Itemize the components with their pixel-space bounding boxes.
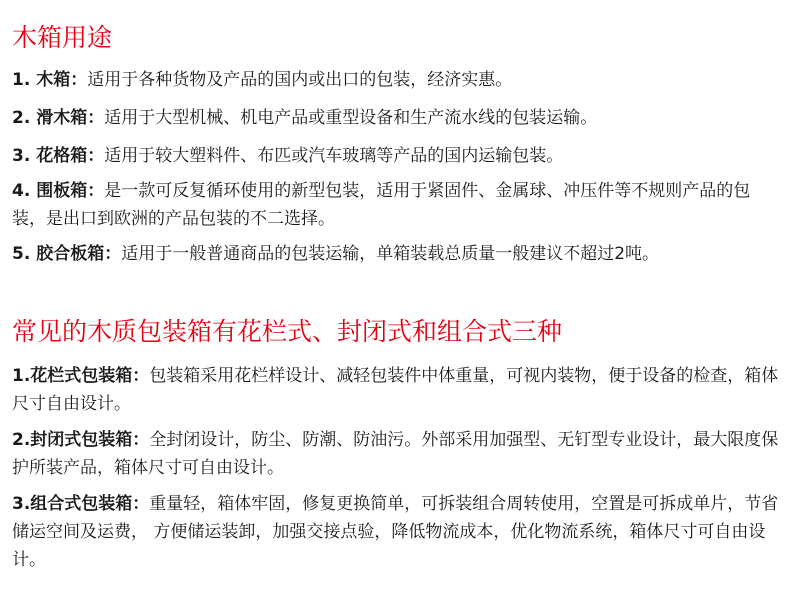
list-item-combination-box	[12, 490, 782, 574]
item-term: 5. 胶合板箱：	[12, 244, 122, 264]
section-heading-box-types: 常见的木质包装箱有花栏式、封闭式和组合式三种	[12, 317, 563, 346]
list-item-wooden-box	[12, 66, 782, 94]
item-description: 适用于各种货物及产品的国内或出口的包装，经济实惠。	[87, 70, 513, 90]
list-item-lattice-box	[12, 362, 782, 418]
item-description: 包装箱采用花栏样设计、减轻包装件中体重量，可视内装物，便于设备的检查，箱体尺寸自由设计。	[12, 366, 779, 414]
list-item-skid-box	[12, 104, 782, 132]
item-term: 2.封闭式包装箱：	[12, 430, 150, 450]
section-heading-wooden-box-uses: 木箱用途	[12, 23, 113, 52]
item-term: 3. 花格箱：	[12, 146, 105, 166]
item-term: 4. 围板箱：	[12, 181, 105, 201]
item-term: 3.组合式包装箱：	[12, 494, 150, 514]
item-term: 1. 木箱：	[12, 70, 88, 90]
item-description: 全封闭设计，防尘、防潮、防油污。外部采用加强型、无钉型专业设计，最大限度保护所装产品，箱体尺寸可自由设计。	[12, 430, 779, 478]
list-item-plywood-box	[12, 240, 782, 268]
list-item-enclosed-box	[12, 426, 782, 482]
item-term: 1.花栏式包装箱：	[12, 366, 150, 386]
item-description: 是一款可反复循环使用的新型包装，适用于紧固件、金属球、冲压件等不规则产品的包装，是出口到欧洲的产品包装的不二选择。	[12, 181, 751, 229]
item-description: 适用于较大塑料件、布匹或汽车玻璃等产品的国内运输包装。	[104, 146, 564, 166]
item-description: 适用于一般普通商品的包装运输，单箱装载总质量一般建议不超过2吨。	[121, 244, 660, 264]
item-description: 适用于大型机械、机电产品或重型设备和生产流水线的包装运输。	[104, 108, 598, 128]
item-description: 重量轻，箱体牢固，修复更换简单，可拆装组合周转使用，空置是可拆成单片，节省储运空间及运费， 方便储运装卸，加强交接点验，降低物流成本，优化物流系统，箱体尺寸可自由设计。	[12, 494, 779, 570]
list-item-collar-box	[12, 177, 782, 233]
list-item-crate	[12, 142, 782, 170]
item-term: 2. 滑木箱：	[12, 108, 105, 128]
